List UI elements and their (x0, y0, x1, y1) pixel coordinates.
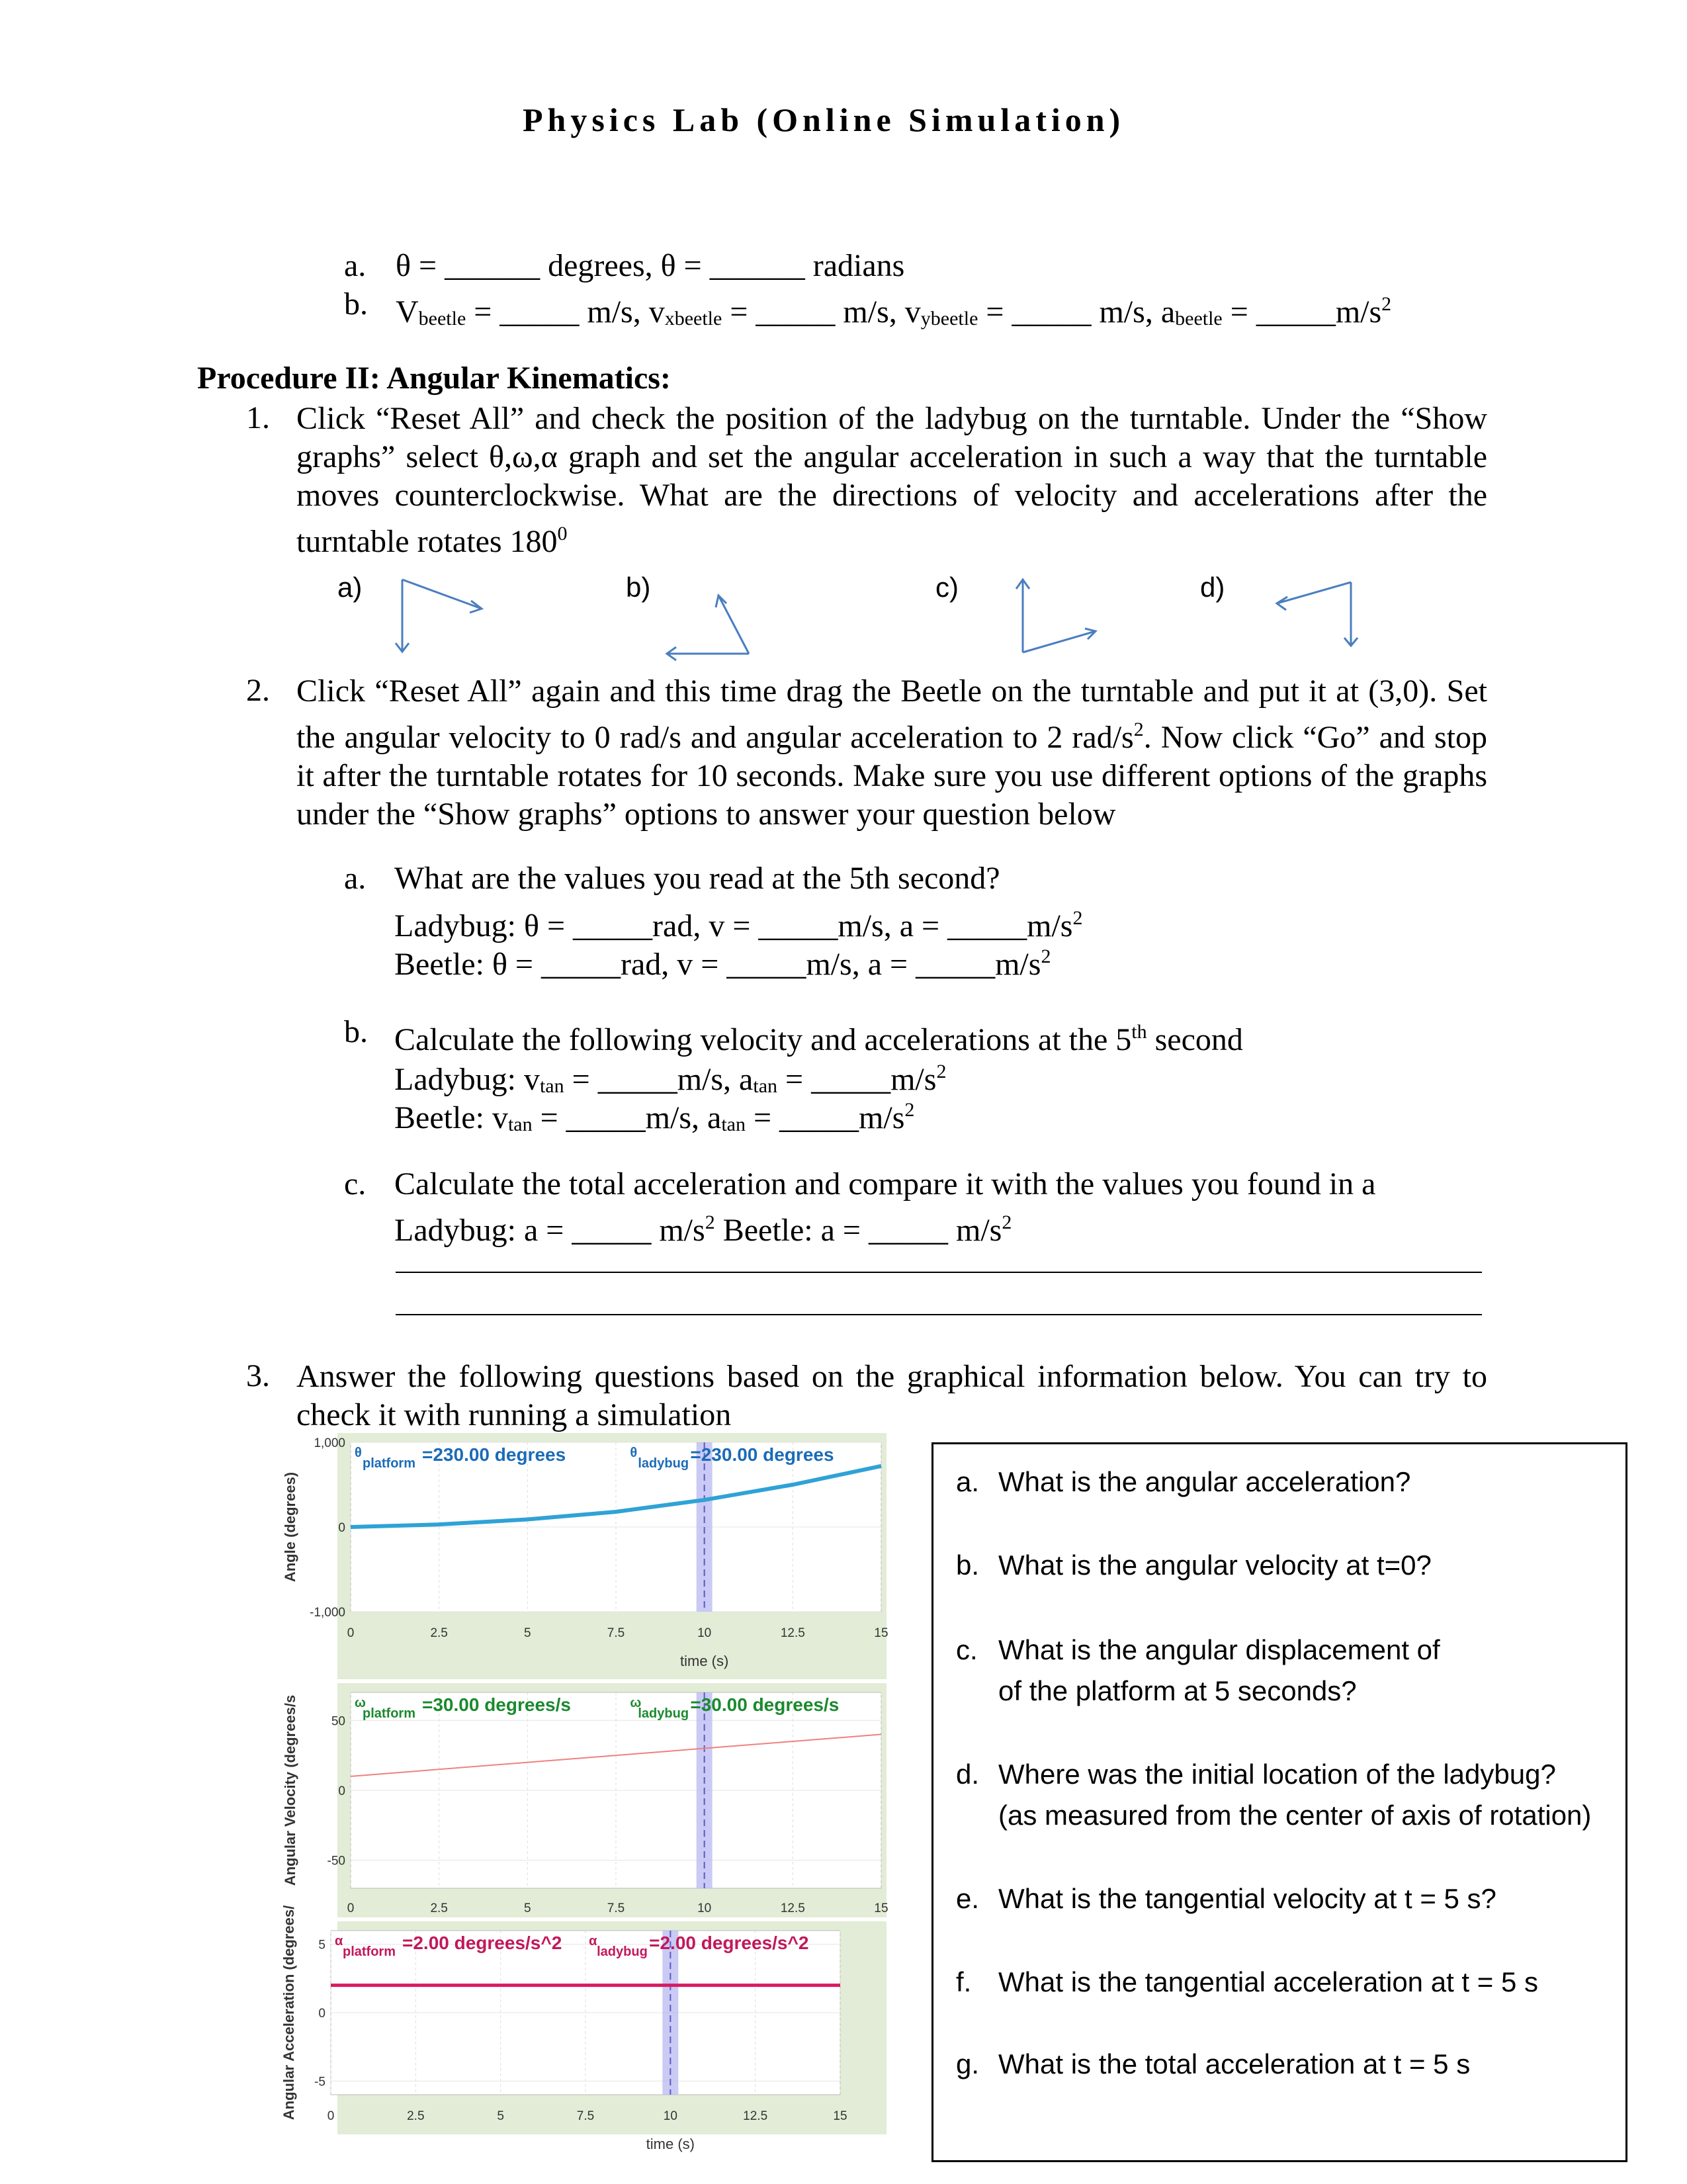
graph-2-annotation-value: =30.00 degrees/s (690, 1694, 840, 1715)
step-2c-question: Calculate the total acceleration and compare it with the values you found in a (394, 1166, 1376, 1201)
graph-2-y-tick: 0 (338, 1784, 345, 1798)
top-line-a-label: a. (344, 248, 367, 283)
option-c-label: c) (935, 572, 959, 603)
question-e: e. What is the tangential velocity at t = 5 s? (956, 1883, 1496, 1914)
graph-2-annotation-subscript: ladybug (638, 1706, 689, 1721)
graph-3-y-tick: 5 (318, 1938, 325, 1952)
step-2-text: Click “Reset All” again and this time drag the Beetle on the turntable and put it at (3,0). Set the angular velocity to 0 rad/s and angular acceleration to 2 rad/$s^2$. Now click “Go” and stop it after the turntable rotates for 10 seconds. Make sure you use different options of the graphs under the “Show graphs” options to answer your question below (296, 674, 1488, 832)
graph-3 (281, 1905, 887, 2152)
step-2b-question: Calculate the following velocity and accelerations at the 5th second (394, 1021, 1243, 1057)
graph-3-x-tick: 2.5 (407, 2109, 425, 2123)
graph-3-x-tick: 7.5 (576, 2109, 595, 2123)
graph-3-annotation-symbol: α (335, 1934, 343, 1948)
step-2b-ladybug-line: Ladybug: $v_{tan}$ = _____m/s, $a_{tan}$ = $\_\_\_\_\_m/s^2$ (394, 1061, 947, 1097)
graph-3-x-tick: 5 (497, 2109, 504, 2123)
option-a-arrows-diagram (384, 569, 490, 662)
question-f: f. What is the tangential acceleration at t = 5 s (956, 1966, 1538, 1997)
option-d-label: d) (1200, 572, 1225, 603)
graph-2-annotation-symbol: ω (630, 1696, 642, 1710)
question-g: g. What is the total acceleration at t = 5 s (956, 2048, 1471, 2079)
graph-3-y-tick: -5 (314, 2075, 325, 2089)
graph-3-annotation-value: =2.00 degrees/s^2 (649, 1933, 809, 1953)
graph-3-annotation-symbol: α (589, 1934, 597, 1948)
question-a: a. What is the angular acceleration? (956, 1466, 1411, 1497)
graph-3-x-tick: 10 (663, 2109, 677, 2123)
step-1-text: Click “Reset All” and check the position of the ladybug on the turntable. Under the “Show graphs” select θ,ω,α graph and set the angular acceleration in such a way that the turntable moves counterclockwise. What are the directions of velocity and accelerations after the turntable rotates $180^0$ (296, 401, 1487, 559)
option-b-arrows-diagram (662, 585, 761, 664)
graph-1-annotation-value: =230.00 degrees (690, 1444, 834, 1465)
step-2a-label: a. (344, 861, 367, 896)
graph-1-x-tick: 15 (874, 1626, 888, 1640)
graph-2-y-tick: 50 (331, 1714, 345, 1729)
graph-2-annotation-symbol: ω (355, 1696, 366, 1710)
graph-3-x-label: time (s) (646, 2136, 695, 2152)
graph-2-y-tick: -50 (327, 1854, 345, 1868)
step-2a-beetle-line: Beetle: θ = _____rad, v = _____m/s, $a = \_\_\_\_\_m/s^2$ (394, 945, 1051, 982)
graph-1-annotation-subscript: ladybug (638, 1456, 689, 1471)
question-b: b. What is the angular velocity at t=0? (956, 1550, 1432, 1581)
questions-box (931, 1442, 1627, 2162)
step-2a-ladybug-line: Ladybug: θ = _____rad, v = _____m/s, $a = \_\_\_\_\_m/s^2$ (394, 907, 1083, 943)
graph-2-x-tick: 12.5 (780, 1901, 805, 1915)
graph-3-x-tick: 0 (327, 2109, 335, 2123)
graph-1-x-tick: 0 (347, 1626, 355, 1640)
step-2c-answer-line: Ladybug: a = _____ $m/s^2$ Beetle: a = _____ $m/s^2$ (394, 1211, 1012, 1248)
step-2a-question: What are the values you read at the 5th second? (394, 861, 1000, 896)
graph-2 (282, 1683, 888, 1917)
graph-2-x-tick: 10 (697, 1901, 712, 1915)
top-line-b-label: b. (344, 286, 368, 322)
step-2b-beetle-line: Beetle: $v_{tan}$ = _____m/s, $a_{tan}$ = $\_\_\_\_\_m/s^2$ (394, 1099, 915, 1135)
graph-1-x-tick: 7.5 (607, 1626, 625, 1640)
graph-1 (282, 1433, 888, 1679)
graph-2-annotation-subscript: platform (363, 1706, 415, 1721)
graph-2-x-tick: 15 (874, 1901, 888, 1915)
graph-1-y-tick: -1,000 (310, 1606, 345, 1620)
answer-blank-line-1 (396, 1272, 1482, 1273)
step-3-number: 3. (246, 1358, 270, 1393)
graph-3-annotation-subscript: ladybug (597, 1944, 648, 1959)
option-c-arrows-diagram (999, 572, 1105, 660)
graph-2-y-label: Angular Velocity (degrees/s (282, 1694, 298, 1886)
step-1-number: 1. (246, 400, 270, 435)
graph-1-x-label: time (s) (680, 1653, 729, 1669)
question-c: c. What is the angular displacement of of the platform at 5 seconds? (956, 1634, 1440, 1706)
graph-2-annotation-value: =30.00 degrees/s (422, 1694, 571, 1715)
graph-3-y-label: Angular Acceleration (degrees/ (281, 1905, 297, 2120)
graph-1-annotation-symbol: θ (630, 1446, 638, 1460)
graph-1-x-tick: 2.5 (430, 1626, 448, 1640)
graph-3-annotation-value: =2.00 degrees/s^2 (402, 1933, 562, 1953)
option-d-arrows-diagram (1269, 573, 1368, 655)
graph-2-x-tick: 2.5 (430, 1901, 448, 1915)
option-b-label: b) (626, 572, 651, 603)
graph-2-x-tick: 0 (347, 1901, 355, 1915)
top-line-a-text: θ = ______ degrees, θ = ______ radians (396, 248, 905, 283)
graph-1-y-label: Angle (degrees) (282, 1471, 298, 1583)
angular-graphs-panel (278, 1433, 888, 2152)
question-d: d. Where was the initial location of the ladybug? (as measured from the center of axis of rotation) (956, 1759, 1592, 1831)
graph-1-x-tick: 12.5 (780, 1626, 805, 1640)
procedure-heading: Procedure II: Angular Kinematics: (197, 361, 671, 396)
step-3-text: Answer the following questions based on the graphical information below. You can try to check it with running a simulation (296, 1359, 1487, 1432)
graph-2-x-tick: 7.5 (607, 1901, 625, 1915)
step-2b-label: b. (344, 1014, 368, 1049)
graph-1-y-tick: 0 (338, 1521, 345, 1535)
graph-3-y-tick: 0 (318, 2007, 325, 2021)
graph-1-x-tick: 5 (524, 1626, 531, 1640)
graph-1-annotation-subscript: platform (363, 1456, 415, 1471)
page-title: Physics Lab (Online Simulation) (523, 101, 1125, 138)
answer-blank-line-2 (396, 1314, 1482, 1315)
graph-3-x-tick: 12.5 (743, 2109, 768, 2123)
graph-1-annotation-symbol: θ (355, 1446, 362, 1460)
graph-3-annotation-subscript: platform (343, 1944, 396, 1959)
step-2-number: 2. (246, 673, 270, 708)
graph-1-y-tick: 1,000 (314, 1436, 345, 1450)
graph-1-annotation-value: =230.00 degrees (422, 1444, 566, 1465)
graph-2-x-tick: 5 (524, 1901, 531, 1915)
top-line-b-text: $V_{beetle}$ = _____ m/s, $v_{xbeetle}$ = _____ m/s, $v_{ybeetle}$ = _____ m/s, $a_{beetle}$ = $\_\_\_\_\_m/s^2$ (396, 293, 1392, 329)
option-a-label: a) (337, 572, 363, 603)
graph-3-x-tick: 15 (833, 2109, 847, 2123)
graph-1-x-tick: 10 (697, 1626, 712, 1640)
step-2c-label: c. (344, 1166, 367, 1201)
